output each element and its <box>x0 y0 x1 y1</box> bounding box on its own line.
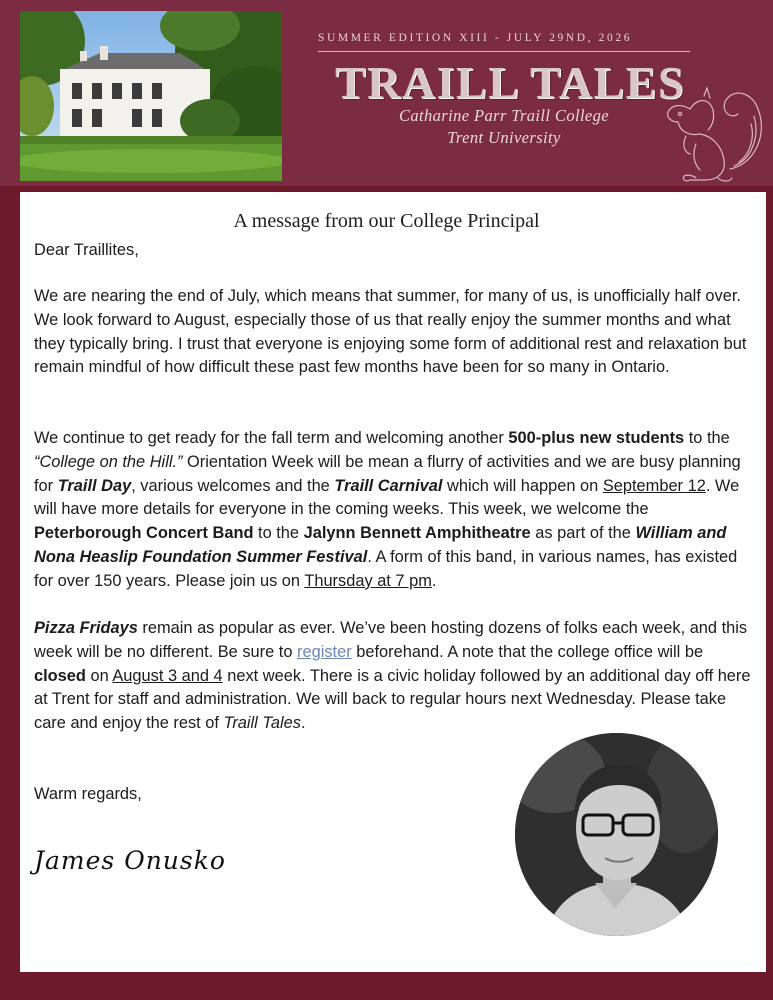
new-students-highlight: 500-plus new students <box>508 429 685 447</box>
greeting: Dear Traillites, <box>34 241 139 259</box>
newsletter-header <box>0 0 773 186</box>
closure-dates: August 3 and 4 <box>112 666 223 685</box>
college-name: Catharine Parr Traill College <box>398 106 610 125</box>
register-link[interactable]: register <box>297 642 352 661</box>
traill-day-highlight: Traill Day <box>57 476 132 495</box>
traill-carnival-highlight: Traill Carnival <box>334 476 443 495</box>
carnival-date: September 12 <box>602 476 706 495</box>
article-headline: A message from our College Principal <box>233 210 540 232</box>
college-building-photo <box>20 11 282 181</box>
paragraph-2: We continue to get ready for the fall term and welcoming another 500-plus new students to the “College on the Hill.” Orientation Week will be mean a flurry of activities and we are busy planning for Traill Day, various welcomes and the Traill Carnival which will happen on September 12. We will have more details for everyone in the coming weeks. This week, we welcome the Peterborough Concert Band to the Jalynn Bennett Amphitheatre as part of the William and Nona Heaslip Foundation Summer Festival. A form of this band, in various names, has existed for over 150 years. Please join us on Thursday at 7 pm. <box>34 429 741 590</box>
paragraph-1: We are nearing the end of July, which means that summer, for many of us, is unofficially half over. We look forward to August, especially those of us that really enjoy the summer months and what they typically bring. I trust that everyone is enjoying some form of additional rest and relaxation but remain mindful of how difficult these past few months have been for so many in Ontario. <box>34 287 747 377</box>
edition-line: SUMMER EDITION XIII - JULY 29ND, 2026 <box>318 32 633 44</box>
principal-portrait <box>515 733 718 936</box>
squirrel-illustration <box>660 74 770 186</box>
paragraph-3: Pizza Fridays remain as popular as ever. We’ve been hosting dozens of folks each week, and this week will be no different. Be sure to register beforehand. A note that the college office will be closed on August 3 and 4 next week. There is a civic holiday followed by an additional day off here at Trent for staff and administration. We will back to regular hours next Wednesday. Please take care and enjoy the rest of Traill Tales. <box>34 619 751 733</box>
concert-time: Thursday at 7 pm <box>304 571 432 590</box>
header-divider <box>318 51 690 52</box>
newsletter-title: TRAILL TALES <box>335 57 685 108</box>
university-name: Trent University <box>447 128 561 147</box>
signature: James Onusko <box>34 846 226 875</box>
closing: Warm regards, <box>34 785 142 803</box>
